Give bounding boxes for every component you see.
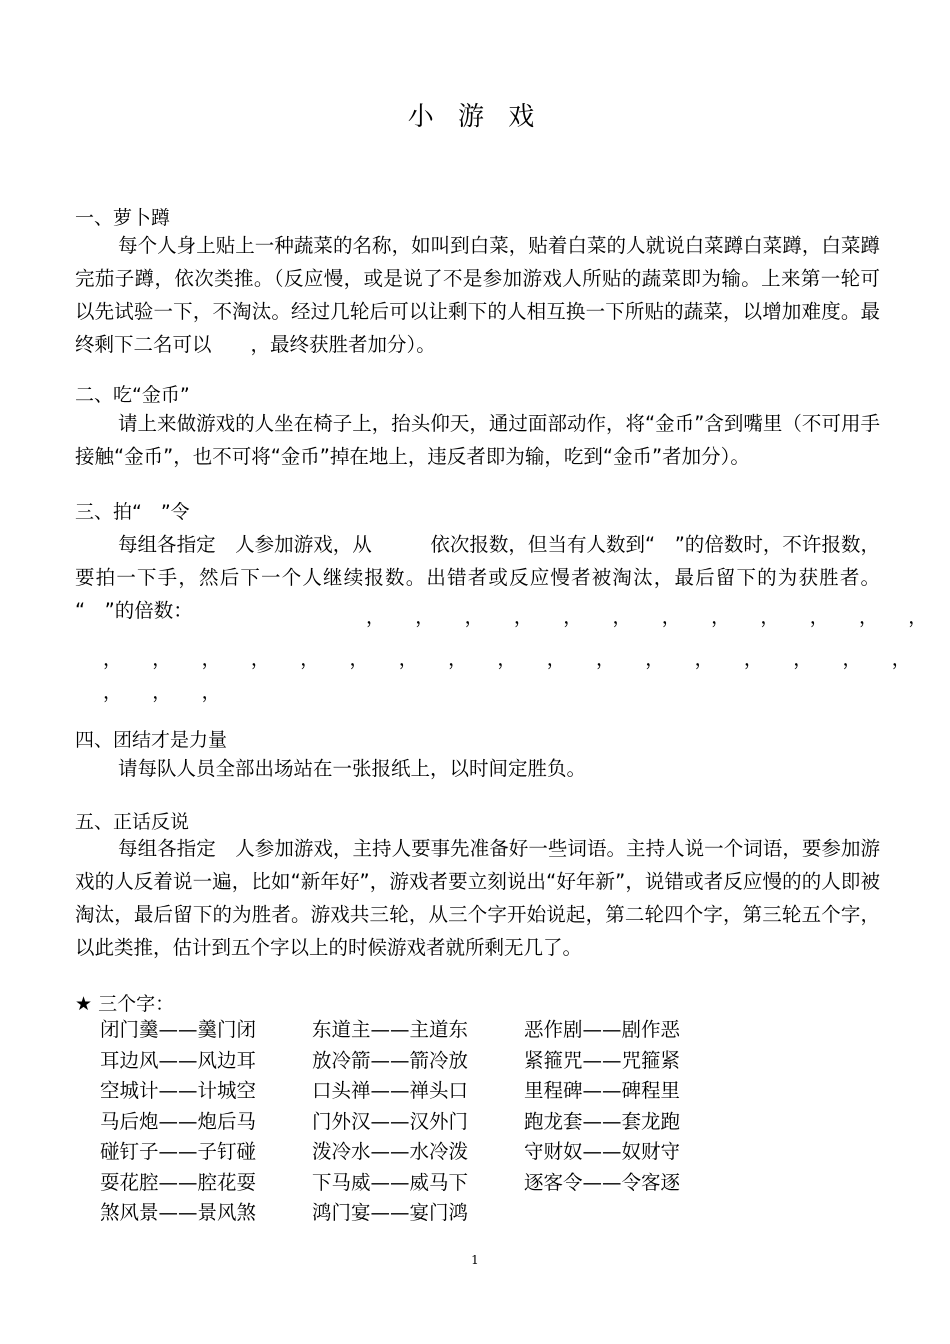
word-pair: 煞风景——景风煞 [100,1201,257,1224]
word-pair: 鸿门宴——宴门鸿 [312,1201,469,1224]
section-heading-4: 四、团结才是力量 [75,729,228,751]
word-pair: 马后炮——炮后马 [100,1109,257,1133]
word-pair: 逐客令——令客逐 [524,1170,681,1194]
word-pair: 放冷箭——箭冷放 [312,1048,469,1072]
multiples-line-3: ， ， ， [103,681,222,703]
word-pair: 守财奴——奴财守 [524,1140,681,1163]
section-heading-2: 二、吃“金币” [75,384,190,406]
word-pair: 恶作剧——剧作恶 [524,1018,681,1041]
word-pair: 口头禅——禅头口 [312,1079,469,1102]
multiples-line-2: ， ， ， ， ， ， ， ， ， ， ， ， ， ， ， ， ， [103,648,912,670]
word-pair: 泼冷水——水冷泼 [312,1140,469,1163]
section-body-3: 每组各指定 人参加游戏，从 依次报数，但当有人数到“ ”的倍数时，不许报数，要拍一下手，然后下一个人继续报数。出错者或反应慢者被淘汰，最后留下的为获胜者。 “ ”的倍数： [75,533,880,622]
section-body-1: 每个人身上贴上一种蔬菜的名称，如叫到白菜，贴着白菜的人就说白菜蹲白菜蹲，白菜蹲完茄子蹲，依次类推。（反应慢，或是说了不是参加游戏人所贴的蔬菜即为输。上来第一轮可以先试验一下，不淘汰。经过几轮后可以让剩下的人相互换一下所贴的蔬菜，以增加难度。最终剩下二名可以 ，最终获胜者加分）。 [75,234,880,356]
word-pair: 门外汉——汉外门 [312,1109,469,1133]
word-column-1 [100,1015,256,1229]
word-column-3 [524,1015,680,1198]
word-column-2 [312,1015,468,1229]
section-body-4: 请每队人员全部出场站在一张报纸上，以时间定胜负。 [118,757,587,780]
page-title: 小 游 戏 [407,102,543,132]
word-pair: 紧箍咒——咒箍紧 [524,1048,681,1072]
section-heading-3: 三、拍“ ”令 [75,501,190,523]
word-pair: 耳边风——风边耳 [100,1048,257,1072]
word-pair: 碰钉子——子钉碰 [100,1140,257,1163]
section-heading-1: 一、萝卜蹲 [75,207,171,229]
word-pair: 东道主——主道东 [312,1018,469,1041]
multiples-line-1: ， ， ， ， ， ， ， ， ， ， ， ， [366,606,928,628]
word-pair: 里程碑——碑程里 [524,1079,681,1102]
section-body-2: 请上来做游戏的人坐在椅子上，抬头仰天，通过面部动作，将“金币”含到嘴里（不可用手接触“金币”，也不可将“金币”掉在地上，违反者即为输，吃到“金币”者加分）。 [75,412,880,468]
word-pair: 空城计——计城空 [100,1079,257,1102]
word-pair: 下马威——威马下 [312,1170,469,1194]
section-body-5: 每组各指定 人参加游戏，主持人要事先准备好一些词语。主持人说一个词语，要参加游戏的人反着说一遍，比如“新年好”，游戏者要立刻说出“好年新”，说错或者反应慢的的人即被淘汰，最后留下的为胜者。游戏共三轮，从三个字开始说起，第二轮四个字，第三轮五个字，以此类推，估计到五个字以上的时候游戏者就所剩无几了。 [75,837,880,959]
page-number: 1 [471,1253,479,1267]
star-heading: ★ 三个字： [75,993,175,1015]
word-pair: 跑龙套——套龙跑 [524,1109,681,1133]
word-pair: 耍花腔——腔花耍 [100,1170,257,1194]
section-heading-5: 五、正话反说 [75,811,190,833]
word-pair: 闭门羹——羹门闭 [100,1018,257,1041]
